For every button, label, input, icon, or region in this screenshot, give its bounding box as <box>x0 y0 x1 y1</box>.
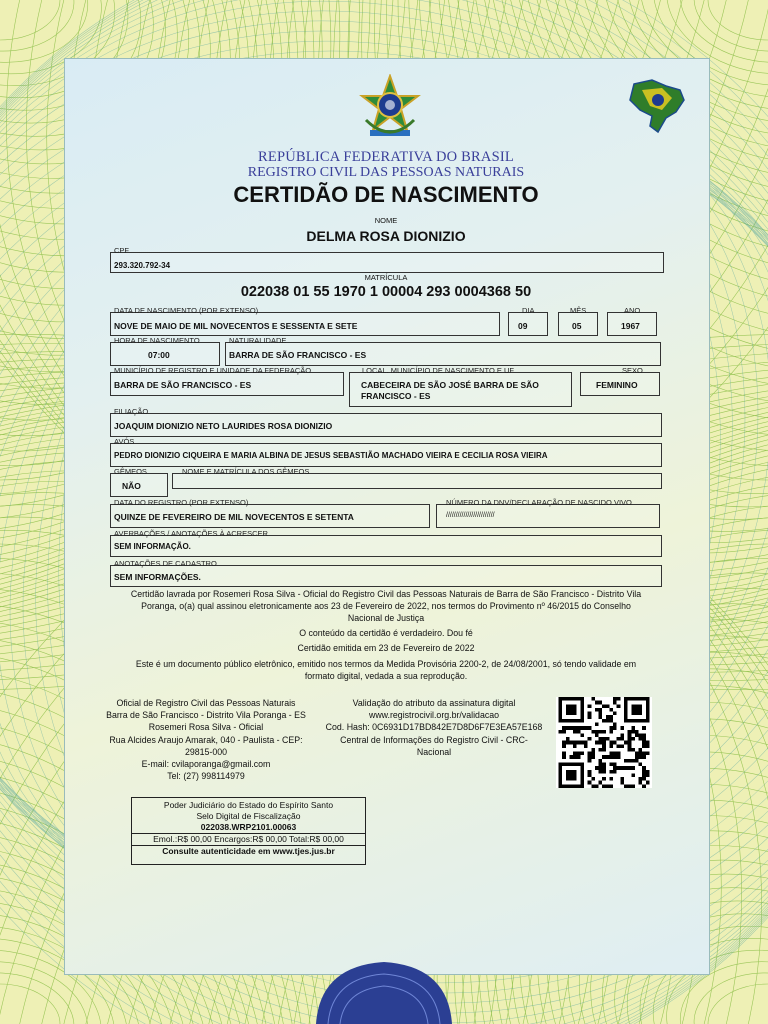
validacao-hash: Cod. Hash: 0C6931D17BD842E7D8D6F7E3EA57E168 <box>325 722 543 733</box>
ano-value: 1967 <box>621 321 640 331</box>
certificacao-line2: Poranga, o(a) qual assinou eletronicamente aos 23 de Fevereiro de 2022, nos termos do Provimento nº 46/2015 do Conselho <box>141 601 631 611</box>
dnv-value: ///////////////////////// <box>446 512 495 519</box>
dnv-label: NÚMERO DA DNV/DECLARAÇÃO DE NASCIDO VIVO <box>446 498 632 507</box>
municipio-value: BARRA DE SÃO FRANCISCO - ES <box>114 380 252 390</box>
hora-value: 07:00 <box>148 350 170 360</box>
oficial-phone: Tel: (27) 998114979 <box>167 771 245 782</box>
emissao-text: Certidão emitida em 23 de Fevereiro de 2022 <box>297 643 475 653</box>
validacao-line: Nacional <box>416 746 452 757</box>
header-republica: REPÚBLICA FEDERATIVA DO BRASIL <box>258 149 514 165</box>
matricula-label: MATRÍCULA <box>364 273 408 282</box>
certificacao-line3: Nacional de Justiça <box>347 613 425 623</box>
oficial-line: Barra de São Francisco - Distrito Vila Poranga - ES <box>106 710 306 721</box>
data-registro-value: QUINZE DE FEVEREIRO DE MIL NOVECENTOS E SETENTA <box>114 512 354 522</box>
page-title: CERTIDÃO DE NASCIMENTO <box>233 182 539 207</box>
gemeos-label: GÊMEOS <box>114 467 147 476</box>
dia-box <box>508 312 548 336</box>
gemeos-nome-label: NOME E MATRÍCULA DOS GÊMEOS <box>182 467 310 476</box>
selo-line: Poder Judiciário do Estado do Espírito Santo <box>163 800 334 810</box>
dia-label: DIA <box>522 306 535 315</box>
oficial-block <box>86 697 326 782</box>
validacao-link[interactable]: www.registrocivil.org.br/validacao <box>368 710 500 721</box>
local-label: LOCAL. MUNICÍPIO DE NASCIMENTO E UF <box>362 366 514 375</box>
averbacoes-box <box>110 535 662 557</box>
filiacao-value: JOAQUIM DIONIZIO NETO LAURIDES ROSA DIONIZIO <box>114 421 333 431</box>
averbacoes-value: SEM INFORMAÇÃO. <box>114 542 191 551</box>
bottom-seal-icon <box>314 958 454 1024</box>
mes-value: 05 <box>572 321 582 331</box>
nome-label: NOME <box>374 216 398 225</box>
cpf-value: 293.320.792-34 <box>114 261 171 270</box>
selo-codigo: 022038.WRP2101.00063 <box>200 822 297 832</box>
cpf-box <box>110 252 664 273</box>
dou-fe-text: O conteúdo da certidão é verdadeiro. Dou fé <box>299 628 473 638</box>
sexo-value: FEMININO <box>596 380 638 390</box>
selo-box <box>131 797 366 865</box>
avos-value: PEDRO DIONIZIO CIQUEIRA E MARIA ALBINA DE JESUS SEBASTIÃO MACHADO VIEIRA E CECILIA ROSA VIEIRA <box>114 451 548 460</box>
ano-label: ANO <box>624 306 641 315</box>
oficial-line: Rosemeri Rosa Silva - Oficial <box>148 722 264 733</box>
matricula-value: 022038 01 55 1970 1 00004 293 0004368 50 <box>240 284 532 300</box>
validacao-line: Validação do atributo da assinatura digital <box>352 698 516 708</box>
naturalidade-value: BARRA DE SÃO FRANCISCO - ES <box>229 350 367 360</box>
validade-line1: Este é um documento público eletrônico, emitido nos termos da Medida Provisória 2200-2, de 24/08/2001, só tendo validade em <box>135 659 637 669</box>
qr-code-icon[interactable] <box>556 697 652 788</box>
hora-label: HORA DE NASCIMENTO <box>114 336 200 345</box>
gemeos-value: NÃO <box>122 481 141 491</box>
oficial-line: 29815-000 <box>184 746 228 757</box>
data-registro-label: DATA DO REGISTRO (POR EXTENSO) <box>114 498 249 507</box>
local-value-line2: FRANCISCO - ES <box>361 391 431 401</box>
data-nascimento-label: DATA DE NASCIMENTO (POR EXTENSO) <box>114 306 259 315</box>
local-value-line1: CABECEIRA DE SÃO JOSÉ BARRA DE SÃO <box>361 380 539 390</box>
avos-label: AVÓS <box>114 437 135 446</box>
filiacao-label: FILIAÇÃO <box>114 407 149 416</box>
dia-value: 09 <box>518 321 528 331</box>
naturalidade-label: NATURALIDADE <box>229 336 287 345</box>
brazil-map-icon <box>622 76 688 136</box>
anotacoes-label: ANOTAÇÕES DE CADASTRO <box>114 559 217 568</box>
nome-value: DELMA ROSA DIONIZIO <box>306 228 466 244</box>
validacao-line: Central de Informações do Registro Civil - CRC- <box>340 734 528 745</box>
validade-line2: formato digital, vedada a sua reprodução. <box>304 671 468 681</box>
averbacoes-label: AVERBAÇÕES / ANOTAÇÕES À ACRESCER <box>114 529 268 538</box>
oficial-line: Oficial de Registro Civil das Pessoas Naturais <box>116 698 296 708</box>
anotacoes-value: SEM INFORMAÇÕES. <box>114 572 201 582</box>
validacao-block <box>312 697 556 758</box>
cpf-label: CPF <box>114 246 129 255</box>
coat-of-arms-icon <box>356 74 424 142</box>
municipio-label: MUNICÍPIO DE REGISTRO E UNIDADE DA FEDERAÇÃO <box>114 366 312 375</box>
header-registro: REGISTRO CIVIL DAS PESSOAS NATURAIS <box>247 165 525 180</box>
certificacao-line1: Certidão lavrada por Rosemeri Rosa Silva - Oficial do Registro Civil das Pessoas Naturais de Barra de São Francisco - Distrito Vila <box>130 589 642 599</box>
sexo-label: SEXO <box>622 366 643 375</box>
selo-consulte[interactable]: Consulte autenticidade em www.tjes.jus.br <box>132 845 365 857</box>
data-nascimento-value: NOVE DE MAIO DE MIL NOVECENTOS E SESSENTA E SETE <box>114 321 358 331</box>
oficial-email: E-mail: cvilaporanga@gmail.com <box>141 759 271 770</box>
oficial-line: Rua Alcides Araujo Amarak, 040 - Paulista - CEP: <box>109 734 303 745</box>
selo-emolumentos: Emol.:R$ 00,00 Encargos:R$ 00,00 Total:R$ 00,00 <box>132 833 365 845</box>
selo-line: Selo Digital de Fiscalização <box>196 811 301 821</box>
mes-label: MÊS <box>570 306 587 315</box>
